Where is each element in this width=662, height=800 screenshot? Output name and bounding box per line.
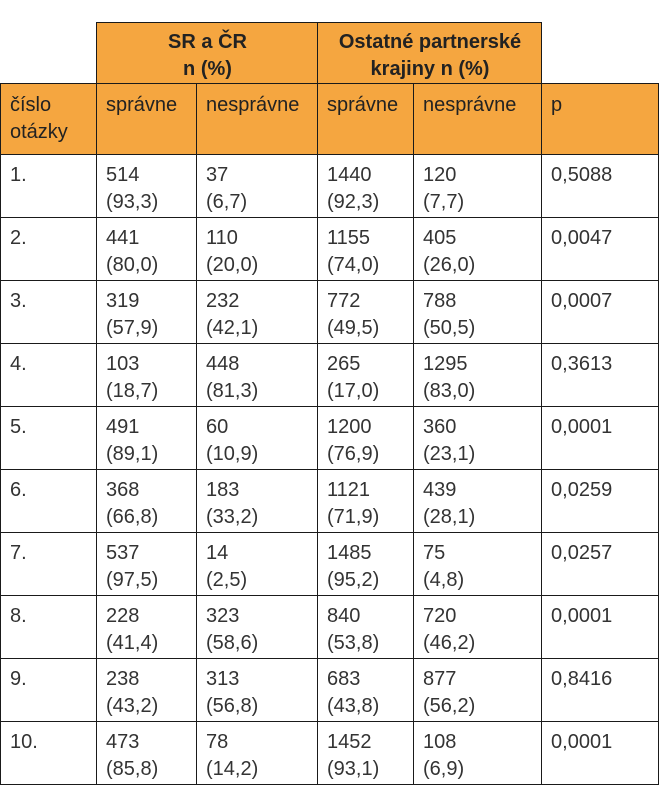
cell-p-value: 0,0047 [542, 218, 659, 281]
cell-question-number: 9. [1, 659, 97, 722]
cell-question-number: 10. [1, 722, 97, 785]
count-value: 1485 [327, 542, 372, 564]
cell-sr-incorrect [197, 344, 318, 407]
count-value: 1452 [327, 731, 372, 753]
count-value: 439 [423, 479, 457, 501]
count-value: 1200 [327, 416, 372, 438]
percent-value: (58,6) [206, 632, 259, 654]
table-row [1, 533, 659, 596]
cell-other-correct [318, 155, 414, 218]
group-header-row [1, 23, 659, 84]
cell-sr-correct [97, 722, 197, 785]
cell-other-incorrect [414, 281, 542, 344]
cell-question-number: 8. [1, 596, 97, 659]
percent-value: (43,2) [106, 695, 159, 717]
cell-p-value: 0,5088 [542, 155, 659, 218]
cell-sr-correct [97, 659, 197, 722]
cell-sr-incorrect [197, 722, 318, 785]
count-value: 14 [206, 542, 229, 564]
percent-value: (7,7) [423, 191, 465, 213]
count-value: 75 [423, 542, 446, 564]
percent-value: (6,7) [206, 191, 248, 213]
count-value: 120 [423, 164, 457, 186]
percent-value: (42,1) [206, 317, 259, 339]
percent-value: (71,9) [327, 506, 380, 528]
table-row [1, 155, 659, 218]
cell-other-incorrect [414, 659, 542, 722]
percent-value: (56,8) [206, 695, 259, 717]
cell-question-number: 5. [1, 407, 97, 470]
percent-value: (28,1) [423, 506, 476, 528]
group-header-sr-cr-line2: n (%) [183, 58, 232, 80]
results-table [0, 22, 659, 785]
percent-value: (14,2) [206, 758, 259, 780]
cell-question-number: 1. [1, 155, 97, 218]
group-header-sr-cr-line1: SR a ČR [168, 31, 247, 53]
sub-header-row [1, 84, 659, 155]
header-question-line2: otázky [10, 121, 68, 143]
count-value: 183 [206, 479, 240, 501]
percent-value: (23,1) [423, 443, 476, 465]
cell-sr-incorrect [197, 155, 318, 218]
count-value: 313 [206, 668, 240, 690]
count-value: 1440 [327, 164, 372, 186]
percent-value: (74,0) [327, 254, 380, 276]
table-row [1, 596, 659, 659]
results-table-container [0, 22, 662, 785]
cell-other-incorrect [414, 470, 542, 533]
percent-value: (85,8) [106, 758, 159, 780]
header-question-line1: číslo [10, 94, 52, 116]
cell-question-number: 6. [1, 470, 97, 533]
cell-other-correct [318, 470, 414, 533]
cell-other-correct [318, 533, 414, 596]
cell-other-incorrect [414, 596, 542, 659]
cell-sr-incorrect [197, 596, 318, 659]
count-value: 238 [106, 668, 140, 690]
percent-value: (50,5) [423, 317, 476, 339]
cell-sr-incorrect [197, 659, 318, 722]
count-value: 78 [206, 731, 229, 753]
cell-other-incorrect [414, 407, 542, 470]
group-header-other [318, 23, 542, 84]
cell-sr-correct [97, 281, 197, 344]
count-value: 491 [106, 416, 140, 438]
table-row [1, 470, 659, 533]
cell-other-correct [318, 344, 414, 407]
cell-other-incorrect [414, 722, 542, 785]
percent-value: (97,5) [106, 569, 159, 591]
table-row [1, 218, 659, 281]
count-value: 265 [327, 353, 361, 375]
count-value: 108 [423, 731, 457, 753]
percent-value: (20,0) [206, 254, 259, 276]
count-value: 319 [106, 290, 140, 312]
count-value: 368 [106, 479, 140, 501]
cell-sr-correct [97, 218, 197, 281]
count-value: 772 [327, 290, 361, 312]
count-value: 537 [106, 542, 140, 564]
percent-value: (18,7) [106, 380, 159, 402]
percent-value: (43,8) [327, 695, 380, 717]
header-sr-correct: správne [97, 84, 197, 155]
header-other-correct: správne [318, 84, 414, 155]
count-value: 103 [106, 353, 140, 375]
group-header-sr-cr [97, 23, 318, 84]
table-row [1, 281, 659, 344]
table-row [1, 344, 659, 407]
count-value: 405 [423, 227, 457, 249]
count-value: 877 [423, 668, 457, 690]
group-header-other-line2: krajiny n (%) [370, 58, 490, 80]
count-value: 1121 [327, 479, 371, 501]
header-p-value: p [542, 84, 659, 155]
cell-sr-incorrect [197, 470, 318, 533]
cell-sr-correct [97, 470, 197, 533]
percent-value: (10,9) [206, 443, 259, 465]
count-value: 228 [106, 605, 140, 627]
count-value: 514 [106, 164, 140, 186]
cell-other-correct [318, 407, 414, 470]
cell-question-number: 2. [1, 218, 97, 281]
cell-other-correct [318, 596, 414, 659]
header-question-number [1, 84, 97, 155]
cell-other-incorrect [414, 344, 542, 407]
percent-value: (2,5) [206, 569, 248, 591]
percent-value: (46,2) [423, 632, 476, 654]
cell-p-value: 0,3613 [542, 344, 659, 407]
count-value: 448 [206, 353, 240, 375]
count-value: 473 [106, 731, 140, 753]
percent-value: (95,2) [327, 569, 380, 591]
cell-other-correct [318, 218, 414, 281]
cell-sr-correct [97, 344, 197, 407]
count-value: 360 [423, 416, 457, 438]
cell-sr-correct [97, 155, 197, 218]
table-row [1, 407, 659, 470]
cell-other-incorrect [414, 155, 542, 218]
cell-p-value: 0,0001 [542, 407, 659, 470]
percent-value: (53,8) [327, 632, 380, 654]
cell-sr-correct [97, 596, 197, 659]
group-header-other-line1: Ostatné partnerské [338, 31, 522, 53]
cell-p-value: 0,0007 [542, 281, 659, 344]
cell-other-incorrect [414, 533, 542, 596]
percent-value: (17,0) [327, 380, 380, 402]
count-value: 110 [206, 227, 238, 249]
cell-p-value: 0,8416 [542, 659, 659, 722]
count-value: 683 [327, 668, 361, 690]
cell-question-number: 4. [1, 344, 97, 407]
percent-value: (80,0) [106, 254, 159, 276]
percent-value: (92,3) [327, 191, 380, 213]
cell-other-incorrect [414, 218, 542, 281]
percent-value: (66,8) [106, 506, 159, 528]
percent-value: (89,1) [106, 443, 159, 465]
table-row [1, 722, 659, 785]
percent-value: (33,2) [206, 506, 259, 528]
header-other-incorrect: nesprávne [414, 84, 542, 155]
percent-value: (93,1) [327, 758, 380, 780]
cell-sr-incorrect [197, 407, 318, 470]
cell-sr-correct [97, 533, 197, 596]
count-value: 1155 [327, 227, 371, 249]
table-body [1, 155, 659, 785]
percent-value: (41,4) [106, 632, 159, 654]
cell-sr-incorrect [197, 218, 318, 281]
percent-value: (26,0) [423, 254, 476, 276]
header-sr-incorrect: nesprávne [197, 84, 318, 155]
count-value: 720 [423, 605, 457, 627]
count-value: 441 [106, 227, 140, 249]
count-value: 60 [206, 416, 229, 438]
empty-corner-cell [1, 23, 97, 84]
cell-question-number: 7. [1, 533, 97, 596]
count-value: 788 [423, 290, 457, 312]
cell-sr-incorrect [197, 281, 318, 344]
cell-question-number: 3. [1, 281, 97, 344]
cell-p-value: 0,0001 [542, 596, 659, 659]
cell-other-correct [318, 722, 414, 785]
percent-value: (56,2) [423, 695, 476, 717]
cell-other-correct [318, 281, 414, 344]
percent-value: (76,9) [327, 443, 380, 465]
percent-value: (93,3) [106, 191, 159, 213]
count-value: 1295 [423, 353, 468, 375]
table-row [1, 659, 659, 722]
count-value: 232 [206, 290, 240, 312]
cell-sr-correct [97, 407, 197, 470]
percent-value: (6,9) [423, 758, 465, 780]
percent-value: (83,0) [423, 380, 476, 402]
count-value: 37 [206, 164, 229, 186]
count-value: 840 [327, 605, 361, 627]
cell-sr-incorrect [197, 533, 318, 596]
cell-p-value: 0,0257 [542, 533, 659, 596]
percent-value: (57,9) [106, 317, 159, 339]
percent-value: (81,3) [206, 380, 259, 402]
cell-p-value: 0,0259 [542, 470, 659, 533]
count-value: 323 [206, 605, 240, 627]
empty-corner-cell-right [542, 23, 659, 84]
cell-p-value: 0,0001 [542, 722, 659, 785]
percent-value: (49,5) [327, 317, 380, 339]
cell-other-correct [318, 659, 414, 722]
percent-value: (4,8) [423, 569, 465, 591]
